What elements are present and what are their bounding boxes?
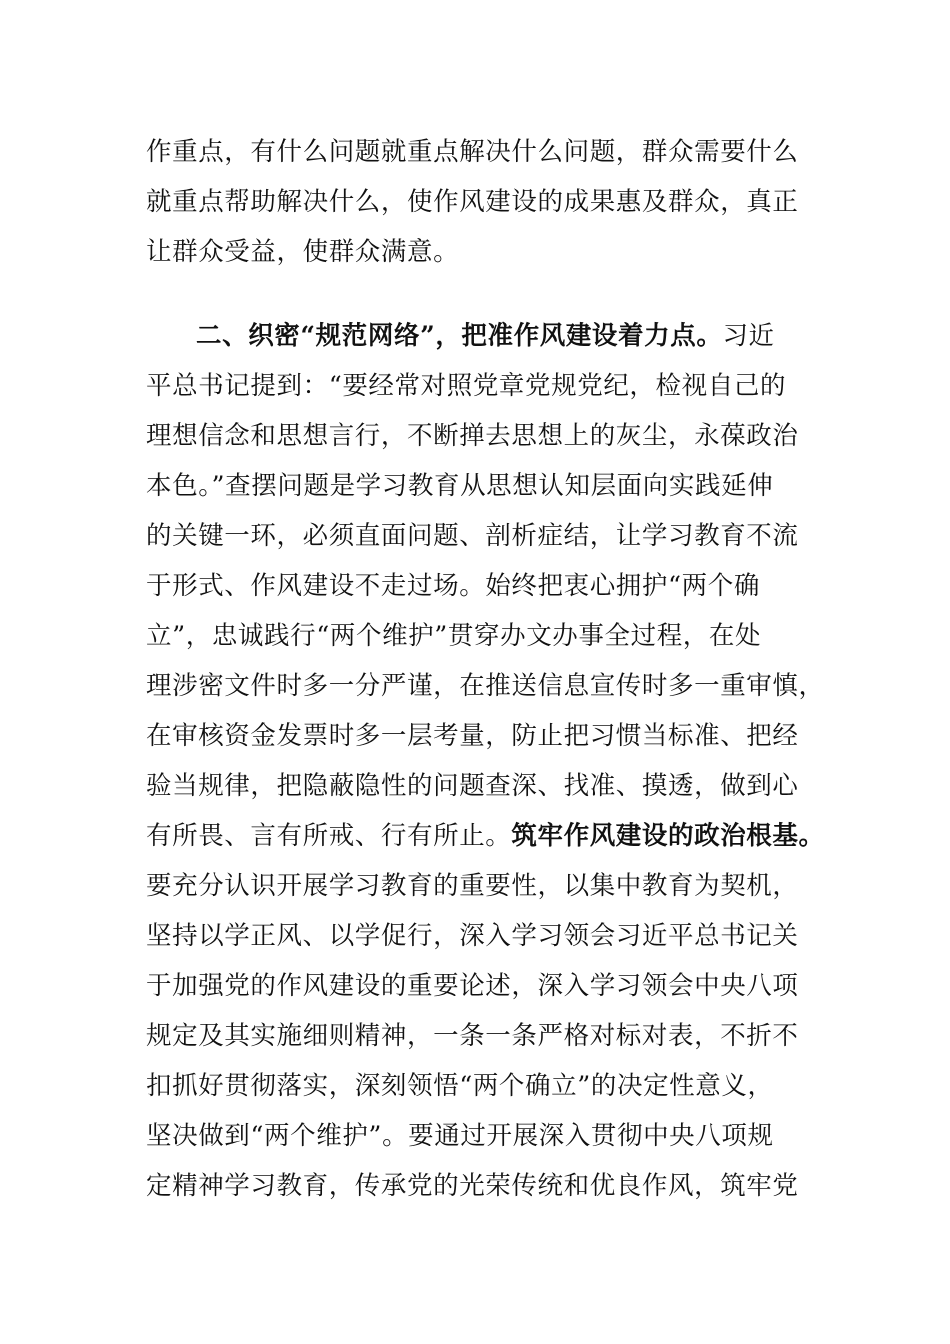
- paragraph-2-line-10: 验当规律，把隐蔽隐性的问题查深、找准、摸透，做到心: [146, 771, 799, 801]
- section-heading: 二、织密“规范网络”，把准作风建设着力点。: [196, 321, 723, 351]
- paragraph-2-line-15: 规定及其实施细则精神，一条一条严格对标对表，不折不: [146, 1021, 799, 1051]
- paragraph-2-line-3: 理想信念和思想言行，不断掸去思想上的灰尘，永葆政治: [146, 421, 799, 451]
- paragraph-2-line-11-text: 有所畏、言有所戒、行有所止。: [146, 821, 512, 851]
- paragraph-2-line-2: 平总书记提到：“要经常对照党章党规党纪，检视自己的: [146, 371, 787, 401]
- paragraph-2-line-13: 坚持以学正风、以学促行，深入学习领会习近平总书记关: [146, 921, 799, 951]
- paragraph-2-line-1: [196, 316, 806, 356]
- paragraph-2-line-18: 定精神学习教育，传承党的光荣传统和优良作风，筑牢党: [146, 1171, 799, 1201]
- paragraph-2-line-1-text: 习近: [722, 321, 775, 351]
- paragraph-2-line-14: 于加强党的作风建设的重要论述，深入学习领会中央八项: [146, 971, 799, 1001]
- paragraph-2-line-7: 立”，忠诚践行“两个维护”贯穿办文办事全过程，在处: [146, 621, 762, 651]
- paragraph-1-line-3: 让群众受益，使群众满意。: [146, 237, 460, 267]
- paragraph-2-line-9: 在审核资金发票时多一层考量，防止把习惯当标准、把经: [146, 721, 799, 751]
- paragraph-2-line-16: 扣抓好贯彻落实，深刻领悟“两个确立”的决定性意义，: [146, 1071, 774, 1101]
- paragraph-1-line-2: 就重点帮助解决什么，使作风建设的成果惠及群众，真正: [146, 187, 799, 217]
- paragraph-2-line-17: 坚决做到“两个维护”。要通过开展深入贯彻中央八项规: [146, 1121, 774, 1151]
- paragraph-2-line-4: 本色。”查摆问题是学习教育从思想认知层面向实践延伸: [146, 471, 774, 501]
- paragraph-1-line-1: 作重点，有什么问题就重点解决什么问题，群众需要什么: [146, 137, 799, 167]
- paragraph-2-line-11: [146, 816, 825, 856]
- paragraph-2-line-5: 的关键一环，必须直面问题、剖析症结，让学习教育不流: [146, 521, 799, 551]
- paragraph-2-line-8: 理涉密文件时多一分严谨，在推送信息宣传时多一重审慎，: [146, 671, 825, 701]
- paragraph-2-line-6: 于形式、作风建设不走过场。始终把衷心拥护“两个确: [146, 571, 760, 601]
- paragraph-2-line-12: 要充分认识开展学习教育的重要性，以集中教育为契机，: [146, 871, 799, 901]
- subsection-heading: 筑牢作风建设的政治根基。: [511, 821, 825, 851]
